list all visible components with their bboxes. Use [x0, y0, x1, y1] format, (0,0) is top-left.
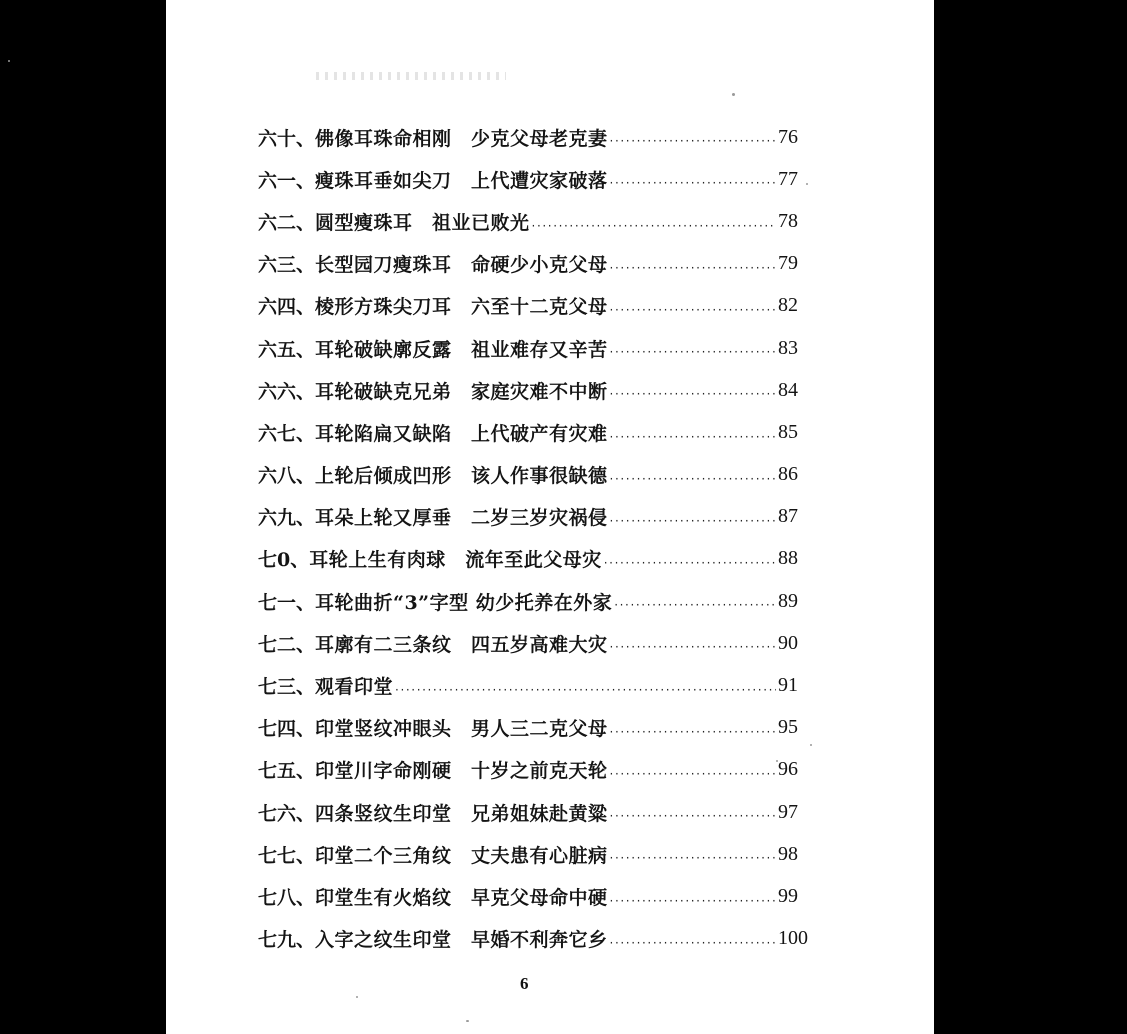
toc-entry-number: 七五、 — [258, 760, 316, 783]
toc-entry-page: 79 — [778, 252, 798, 275]
dot-leader — [610, 135, 776, 158]
toc-entry — [258, 622, 818, 664]
toc-entry-number: 六三、 — [258, 254, 316, 277]
dot-leader — [532, 220, 776, 243]
scan-speck — [732, 93, 735, 96]
toc-entry-title: 上轮后倾成凹形 该人作事很缺德 — [315, 465, 608, 488]
toc-entry-page: 98 — [778, 842, 798, 865]
toc-entry-number: 七七、 — [258, 844, 316, 867]
toc-entry-page: 85 — [778, 420, 798, 443]
dot-leader — [610, 473, 776, 496]
dot-leader — [610, 177, 776, 200]
toc-entry-page: 99 — [778, 884, 798, 907]
dot-leader — [610, 431, 776, 454]
toc-entry-number: 六七、 — [258, 422, 316, 445]
dot-leader — [610, 726, 776, 749]
scan-speck — [810, 744, 812, 746]
page-number: 6 — [520, 974, 529, 993]
toc-entry-title: 长型园刀瘦珠耳 命硬少小克父母 — [315, 254, 608, 277]
toc-entry-page: 97 — [778, 800, 798, 823]
toc-entry-page: 88 — [778, 547, 798, 570]
toc-entry-title: 印堂二个三角纹 丈夫患有心脏病 — [315, 844, 608, 867]
toc-entry — [258, 538, 818, 580]
toc-entry-number: 七三、 — [258, 676, 316, 699]
toc-entry-page: 100 — [778, 927, 808, 950]
toc-entry — [258, 496, 818, 538]
dot-leader — [610, 852, 776, 875]
scan-speck — [8, 60, 10, 62]
dot-leader — [610, 515, 776, 538]
scan-speck — [776, 760, 778, 762]
toc-entry-number: 六四、 — [258, 296, 316, 319]
toc-entry-title: 印堂生有火焰纹 早克父母命中硬 — [315, 886, 608, 909]
toc-entry-number: 七0、 — [258, 549, 310, 572]
dot-leader — [610, 346, 776, 369]
toc-entry-page: 89 — [778, 589, 798, 612]
scan-speck — [466, 1020, 469, 1022]
toc-entry-number: 六八、 — [258, 465, 316, 488]
toc-entry-title: 观看印堂 — [315, 676, 394, 699]
toc-entry-number: 七九、 — [258, 929, 316, 952]
scan-speck — [356, 996, 358, 998]
toc-entry-page: 78 — [778, 209, 798, 232]
toc-entry-title: 耳轮曲折“3”字型 幼少托养在外家 — [315, 591, 613, 614]
toc-entry-title: 耳轮上生有肉球 流年至此父母灾 — [309, 549, 602, 572]
dot-leader — [610, 810, 776, 833]
dot-leader — [610, 304, 776, 327]
toc-entry-number: 七八、 — [258, 886, 316, 909]
dot-leader — [610, 895, 776, 918]
toc-entry — [258, 327, 818, 369]
toc-entry-title: 印堂川字命刚硬 十岁之前克天轮 — [315, 760, 608, 783]
dot-leader — [610, 937, 776, 960]
toc-entry — [258, 580, 818, 622]
toc-entry-number: 六六、 — [258, 380, 316, 403]
toc-entry — [258, 791, 818, 833]
toc-entry-title: 佛像耳珠命相刚 少克父母老克妻 — [315, 127, 608, 150]
toc-entry-title: 耳廓有二三条纹 四五岁高难大灾 — [315, 633, 608, 656]
toc-entry — [258, 918, 818, 960]
toc-entry-number: 六二、 — [258, 211, 316, 234]
toc-entry-page: 91 — [778, 674, 798, 697]
toc-entry-page: 87 — [778, 505, 798, 528]
toc-entry — [258, 749, 818, 791]
toc-entry-title: 印堂竖纹冲眼头 男人三二克父母 — [315, 718, 608, 741]
toc-entry-page: 86 — [778, 463, 798, 486]
toc-entry — [258, 411, 818, 453]
toc-entry-title: 四条竖纹生印堂 兄弟姐妹赴黄粱 — [315, 802, 608, 825]
toc-entry-title: 耳轮破缺廓反露 祖业难存又辛苦 — [315, 338, 608, 361]
table-of-contents — [258, 116, 818, 960]
toc-entry-title: 圆型瘦珠耳 祖业已败光 — [315, 211, 530, 234]
toc-entry-page: 96 — [778, 758, 798, 781]
toc-entry — [258, 369, 818, 411]
toc-entry-title: 耳朵上轮又厚垂 二岁三岁灾祸侵 — [315, 507, 608, 530]
dot-leader — [610, 262, 776, 285]
toc-entry-page: 77 — [778, 167, 798, 190]
document-page — [166, 0, 934, 1034]
toc-entry — [258, 664, 818, 706]
toc-entry — [258, 200, 818, 242]
toc-entry-number: 六九、 — [258, 507, 316, 530]
toc-entry — [258, 454, 818, 496]
dot-leader — [610, 388, 776, 411]
toc-entry — [258, 158, 818, 200]
dot-leader — [610, 641, 776, 664]
toc-entry-number: 六十、 — [258, 127, 316, 150]
toc-entry-page: 82 — [778, 294, 798, 317]
dot-leader — [604, 557, 776, 580]
toc-entry-page: 95 — [778, 716, 798, 739]
scan-speck — [806, 183, 808, 185]
toc-entry-number: 六一、 — [258, 169, 316, 192]
toc-entry-number: 七四、 — [258, 718, 316, 741]
toc-entry-title: 瘦珠耳垂如尖刀 上代遭灾家破落 — [315, 169, 608, 192]
toc-entry-title: 耳轮破缺克兄弟 家庭灾难不中断 — [315, 380, 608, 403]
toc-entry — [258, 116, 818, 158]
toc-entry-page: 76 — [778, 125, 798, 148]
toc-entry-page: 90 — [778, 631, 798, 654]
toc-entry-page: 84 — [778, 378, 798, 401]
dot-leader — [395, 684, 776, 707]
scan-smudge — [316, 72, 506, 80]
toc-entry-title: 耳轮陷扁又缺陷 上代破产有灾难 — [315, 422, 608, 445]
dot-leader — [610, 768, 776, 791]
toc-entry-number: 六五、 — [258, 338, 316, 361]
toc-entry-number: 七一、 — [258, 591, 316, 614]
toc-entry — [258, 875, 818, 917]
toc-entry-number: 七二、 — [258, 633, 316, 656]
toc-entry — [258, 243, 818, 285]
toc-entry — [258, 707, 818, 749]
dot-leader — [614, 599, 776, 622]
toc-entry-page: 83 — [778, 336, 798, 359]
toc-entry-title: 入字之纹生印堂 早婚不利奔它乡 — [315, 929, 608, 952]
toc-entry-number: 七六、 — [258, 802, 316, 825]
toc-entry — [258, 285, 818, 327]
toc-entry — [258, 833, 818, 875]
toc-entry-title: 棱形方珠尖刀耳 六至十二克父母 — [315, 296, 608, 319]
